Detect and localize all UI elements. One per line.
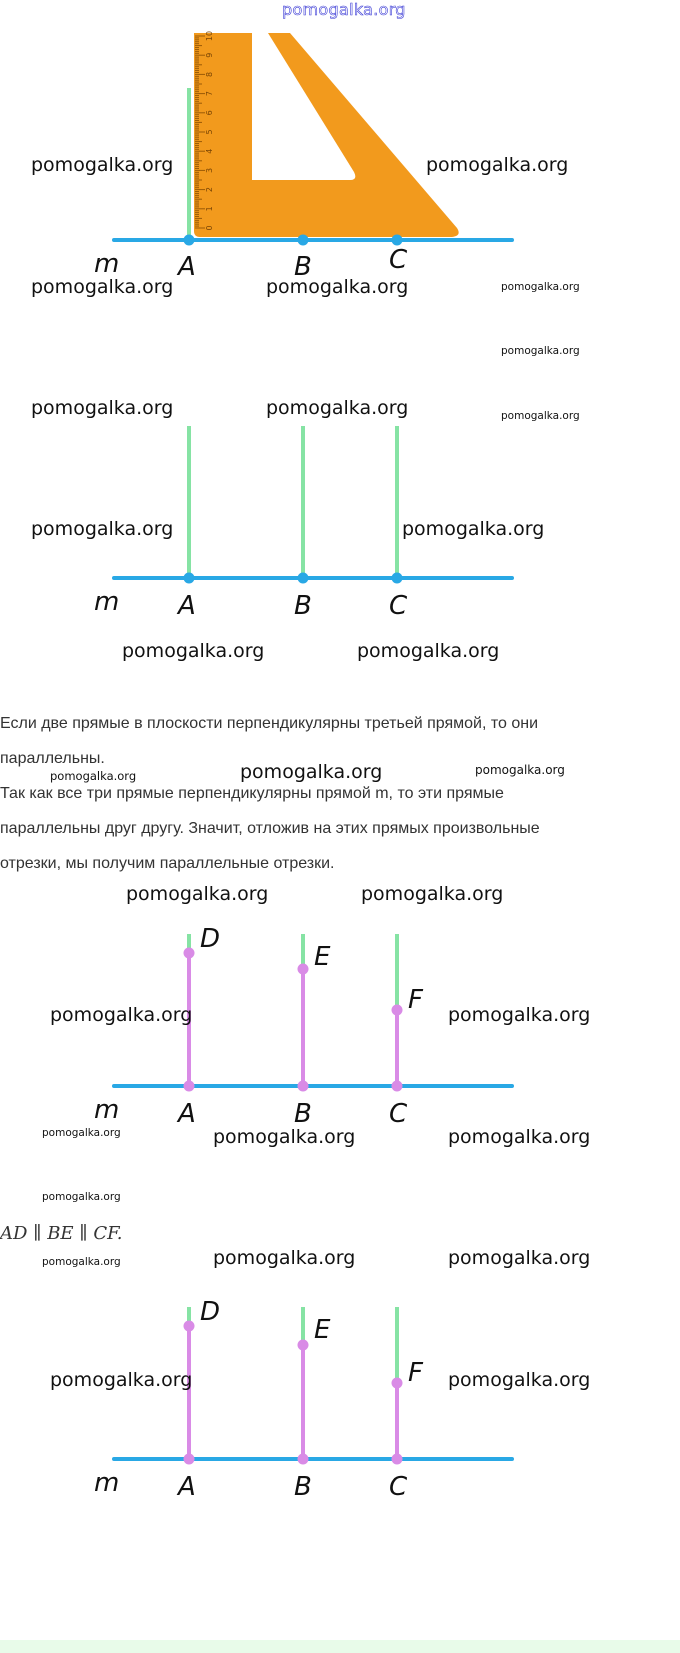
ruler-number: 7 bbox=[205, 91, 214, 97]
watermark: pomogalka.org bbox=[266, 276, 409, 298]
label-d: D bbox=[200, 924, 221, 954]
point-b bbox=[298, 1081, 309, 1092]
point-e bbox=[298, 1340, 309, 1351]
explanation-paragraph bbox=[0, 776, 660, 881]
watermark: pomogalka.org bbox=[501, 410, 580, 422]
point-a bbox=[184, 235, 195, 246]
label-m: m bbox=[94, 587, 120, 617]
point-f bbox=[392, 1005, 403, 1016]
watermark: pomogalka.org bbox=[42, 1191, 121, 1203]
point-b bbox=[298, 235, 309, 246]
point-a bbox=[184, 573, 195, 584]
watermark: pomogalka.org bbox=[448, 1369, 591, 1391]
watermark: pomogalka.org bbox=[448, 1126, 591, 1148]
watermark: pomogalka.org bbox=[213, 1126, 356, 1148]
watermark: pomogalka.org bbox=[50, 769, 137, 783]
point-b bbox=[298, 573, 309, 584]
ruler-number: 9 bbox=[205, 52, 214, 58]
watermark: pomogalka.org bbox=[357, 640, 500, 662]
watermark: pomogalka.org bbox=[42, 1127, 121, 1139]
point-f bbox=[392, 1378, 403, 1389]
watermark: pomogalka.org bbox=[50, 1369, 193, 1391]
point-c bbox=[392, 573, 403, 584]
watermark: pomogalka.org bbox=[126, 883, 269, 905]
label-e: E bbox=[314, 942, 331, 972]
point-b bbox=[298, 1454, 309, 1465]
point-e bbox=[298, 964, 309, 975]
label-b: B bbox=[294, 1472, 312, 1502]
watermark: pomogalka.org bbox=[31, 154, 174, 176]
watermark: pomogalka.org bbox=[448, 1004, 591, 1026]
top-watermark: pomogalka.org bbox=[282, 0, 406, 19]
ruler-number: 4 bbox=[205, 148, 214, 154]
label-d: D bbox=[200, 1297, 221, 1327]
conclusion-formula: AD ∥ BE ∥ CF. bbox=[0, 1223, 123, 1244]
point-c bbox=[392, 1081, 403, 1092]
label-e: E bbox=[314, 1315, 331, 1345]
watermark: pomogalka.org bbox=[50, 1004, 193, 1026]
rule-line-1: Если две прямые в плоскости перпендикулярны третьей прямой, то они bbox=[0, 715, 539, 732]
watermark: pomogalka.org bbox=[31, 518, 174, 540]
watermark: pomogalka.org bbox=[402, 518, 545, 540]
watermark: pomogalka.org bbox=[240, 761, 383, 783]
explanation-line-2: параллельны друг другу. Значит, отложив на этих прямых произвольные bbox=[0, 820, 540, 837]
ruler-number: 1 bbox=[205, 206, 214, 212]
label-c: C bbox=[389, 1472, 408, 1502]
label-m: m bbox=[94, 249, 120, 279]
ruler-number: 0 bbox=[205, 225, 214, 231]
point-c bbox=[392, 235, 403, 246]
watermark: pomogalka.org bbox=[448, 1247, 591, 1269]
bottom-bar bbox=[0, 1640, 680, 1653]
figure-set-square bbox=[0, 0, 680, 290]
watermark: pomogalka.org bbox=[361, 883, 504, 905]
rule-line-2: параллельны. bbox=[0, 750, 105, 767]
watermark: pomogalka.org bbox=[42, 1256, 121, 1268]
label-c: C bbox=[389, 245, 408, 275]
label-b: B bbox=[294, 1099, 312, 1129]
label-f: F bbox=[408, 1358, 423, 1388]
label-m: m bbox=[94, 1468, 120, 1498]
ruler-number: 2 bbox=[205, 187, 214, 193]
label-f: F bbox=[408, 985, 423, 1015]
watermark: pomogalka.org bbox=[31, 276, 174, 298]
explanation-line-1: Так как все три прямые перпендикулярны прямой m, то эти прямые bbox=[0, 785, 504, 802]
label-a: A bbox=[178, 252, 196, 282]
watermark: pomogalka.org bbox=[213, 1247, 356, 1269]
point-a bbox=[184, 1454, 195, 1465]
watermark: pomogalka.org bbox=[122, 640, 265, 662]
figure-segments-2 bbox=[0, 1293, 680, 1513]
watermark: pomogalka.org bbox=[501, 281, 580, 293]
label-a: A bbox=[178, 591, 196, 620]
point-c bbox=[392, 1454, 403, 1465]
ruler-number: 8 bbox=[205, 71, 214, 77]
ruler-number: 5 bbox=[205, 129, 214, 135]
watermark: pomogalka.org bbox=[266, 397, 409, 419]
point-a bbox=[184, 1081, 195, 1092]
watermark: pomogalka.org bbox=[426, 154, 569, 176]
point-d bbox=[184, 1321, 195, 1332]
label-b: B bbox=[294, 591, 312, 620]
ruler-number: 6 bbox=[205, 110, 214, 116]
label-b: B bbox=[294, 252, 312, 282]
label-c: C bbox=[389, 1099, 408, 1129]
label-a: A bbox=[178, 1099, 196, 1129]
watermark: pomogalka.org bbox=[501, 345, 580, 357]
label-a: A bbox=[178, 1472, 196, 1502]
label-c: C bbox=[389, 591, 408, 620]
explanation-line-3: отрезки, мы получим параллельные отрезки. bbox=[0, 855, 335, 872]
ruler-number: 3 bbox=[205, 167, 214, 173]
figure-segments-1 bbox=[0, 920, 680, 1140]
watermark: pomogalka.org bbox=[31, 397, 174, 419]
point-d bbox=[184, 948, 195, 959]
label-m: m bbox=[94, 1095, 120, 1125]
watermark: pomogalka.org bbox=[475, 763, 565, 777]
ruler-number: 10 bbox=[205, 30, 214, 42]
